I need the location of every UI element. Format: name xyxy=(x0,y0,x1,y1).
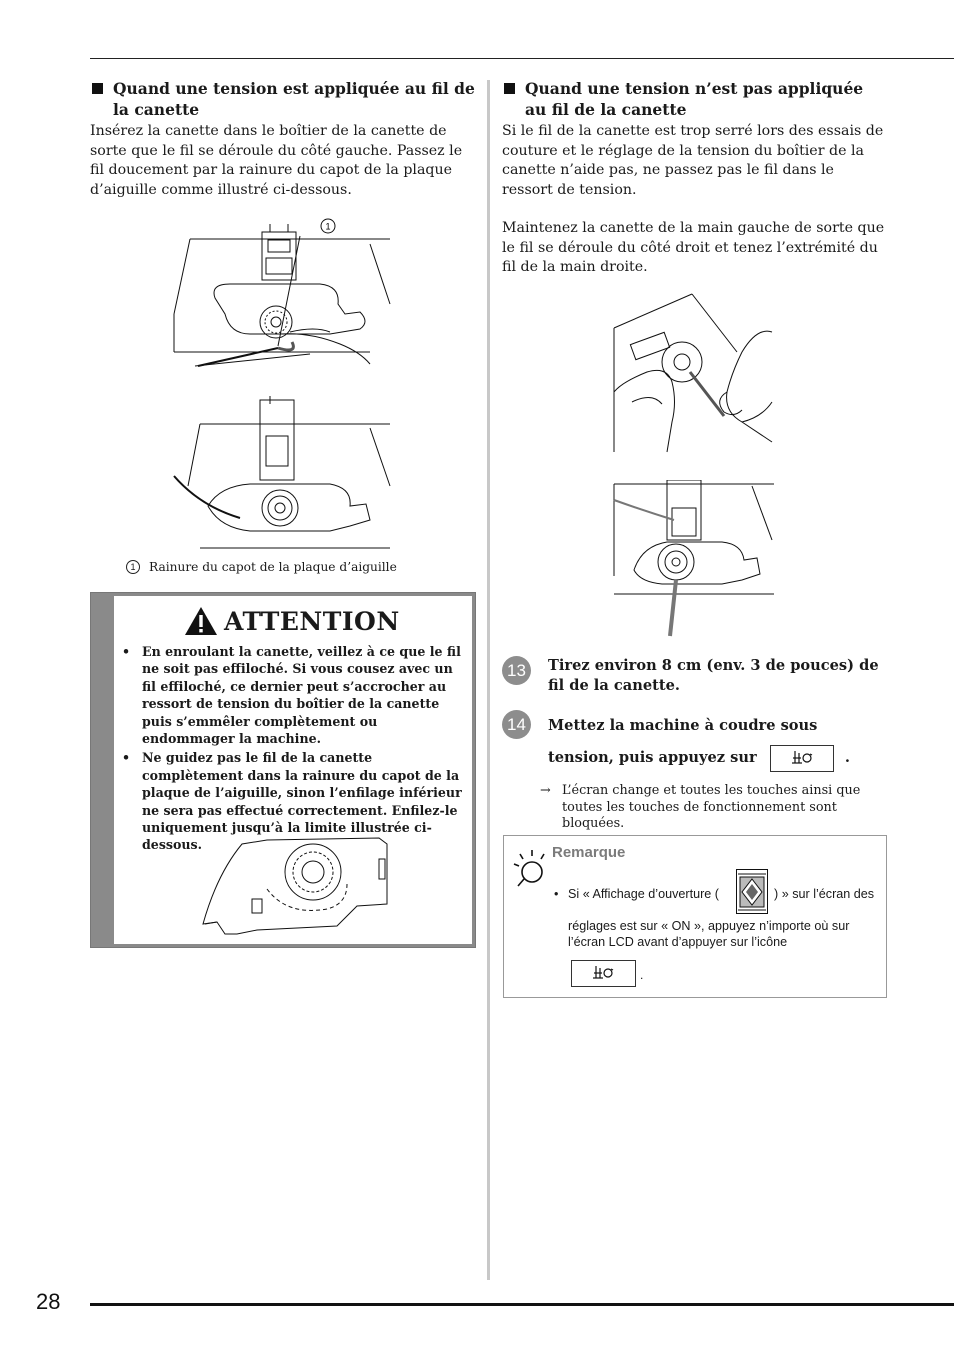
step-number: 14 xyxy=(502,710,531,739)
step-text xyxy=(548,710,888,774)
attention-item-text: Ne guidez pas le fil de la canette complètement dans la rainure du capot de la plaque de l’aiguille, sinon l’enfilage inférieur ne sera pas effectué correctement. Enfilez-le uniquement jusqu’à la limite illustrée ci-dessous. xyxy=(142,750,462,853)
step-text-before: Mettez la machine à coudre sous tension, puis appuyez sur xyxy=(548,717,818,766)
right-column xyxy=(502,78,888,278)
right-body-text-2: Maintenez la canette de la main gauche de sorte que le fil se déroule du côté droit et tenez l’extrémité du fil de la main droite. xyxy=(502,220,885,275)
remark-line-4: . xyxy=(640,968,644,982)
remark-line-2: réglages est sur « ON », appuyez n’importe où sur xyxy=(568,919,850,933)
needle-presser-lock-icon xyxy=(592,965,614,981)
attention-item: • Ne guidez pas le fil de la canette complètement dans la rainure du capot de la plaque de l’aiguille, sinon l’enfilage inférieur ne sera pas effectué correctement. Enfilez-le uniquement jusqu’à la limite illustrée ci-dessous. xyxy=(122,750,462,853)
square-bullet-icon xyxy=(504,83,515,94)
remark-line-1-before: Si « Affichage d’ouverture ( xyxy=(568,887,719,901)
section-heading-tension-not-applied xyxy=(502,78,888,120)
left-body-text: Insérez la canette dans le boîtier de la canette de sorte que le fil se déroule du côté gauche. Passez le fil doucement par la rainure du capot de la plaque d’aiguille comme illustré ci-dessous. xyxy=(90,123,463,198)
needle-plate-cover-illustration xyxy=(197,834,393,938)
remark-box: Remarque • Si « Affichage d’ouverture ( ) » sur l’écran des réglages est sur « ON », appuyez n’importe où sur l’écran LCD avant d’appuyer sur l’icône . xyxy=(503,835,887,998)
step-14 xyxy=(502,710,888,774)
page-number: 28 xyxy=(36,1289,61,1314)
right-heading-text: Quand une tension n’est pas appliquée au fil de la canette xyxy=(525,79,864,119)
caption-number: 1 xyxy=(126,560,140,574)
square-bullet-icon xyxy=(92,83,103,94)
result-arrow: → xyxy=(540,783,551,798)
bobbin-hand-hold-illustration-top xyxy=(612,292,777,454)
caption-text: Rainure du capot de la plaque d’aiguille xyxy=(149,560,397,574)
result-note xyxy=(540,783,890,833)
left-heading-text: Quand une tension est appliquée au fil de la canette xyxy=(113,79,475,119)
column-divider xyxy=(487,80,490,1280)
remark-line-1-after: ) » sur l’écran des xyxy=(774,887,875,901)
result-text: L’écran change et toutes les touches ainsi que toutes les touches de fonctionnement sont bloquées. xyxy=(562,783,861,831)
attention-box xyxy=(90,592,476,948)
bottom-rule xyxy=(90,1303,954,1306)
remark-title: Remarque xyxy=(552,844,626,861)
right-body-text-1: Si le fil de la canette est trop serré lors des essais de couture et le réglage de la tension du boîtier de la canette n’aide pas, ne passez pas le fil dans le ressort de tension. xyxy=(502,123,884,198)
remark-line-3: l’écran LCD avant d’appuyer sur l’icône xyxy=(568,935,788,949)
figure-callout-number: 1 xyxy=(325,221,331,232)
figure-caption xyxy=(126,560,397,574)
bobbin-hand-hold-illustration-bottom xyxy=(612,480,777,638)
attention-item: • En enroulant la canette, veillez à ce que le fil ne soit pas effiloché. Si vous cousez avec un fil effiloché, ce dernier peut s’accrocher au ressort de tension du boîtier de la canette puis s’emmêler complètement ou endommager la machine. xyxy=(122,644,461,747)
top-rule xyxy=(90,58,954,59)
attention-header xyxy=(184,606,400,636)
warning-triangle-icon xyxy=(184,606,218,636)
lock-key-button[interactable] xyxy=(770,745,834,772)
attention-item-text: En enroulant la canette, veillez à ce que le fil ne soit pas effiloché. Si vous cousez avec un fil effiloché, ce dernier peut s’accrocher au ressort de tension du boîtier de la canette puis s’emmêler complètement ou endommager la machine. xyxy=(142,644,461,747)
step-text-after: . xyxy=(844,749,850,766)
lock-key-button-small[interactable] xyxy=(571,960,636,987)
left-column xyxy=(90,78,476,200)
quilt-pattern-icon[interactable] xyxy=(736,869,768,914)
lightbulb-remark-icon xyxy=(512,848,546,888)
step-number: 13 xyxy=(502,656,531,685)
attention-content xyxy=(114,596,472,944)
needle-presser-lock-icon xyxy=(791,750,813,766)
section-heading-tension-applied xyxy=(90,78,476,120)
attention-list xyxy=(118,643,468,856)
bobbin-threading-illustration-bottom xyxy=(170,396,395,554)
step-13 xyxy=(502,656,888,696)
bobbin-threading-illustration-top xyxy=(170,214,395,374)
attention-title: ATTENTION xyxy=(224,606,400,636)
step-text: Tirez environ 8 cm (env. 3 de pouces) de fil de la canette. xyxy=(548,657,879,694)
